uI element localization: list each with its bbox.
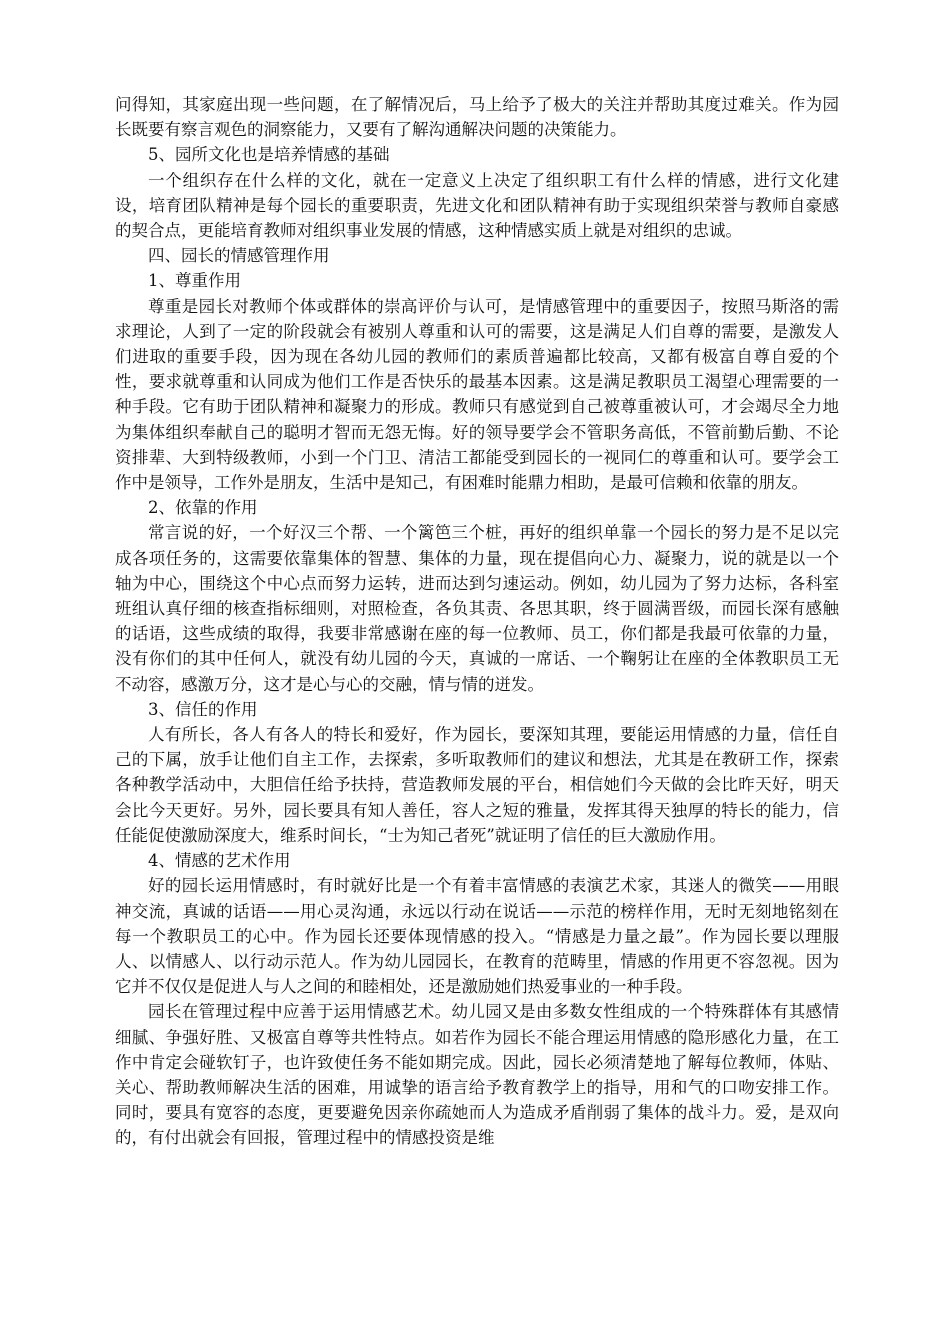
paragraph-continuation: 问得知，其家庭出现一些问题，在了解情况后，马上给予了极大的关注并帮助其度过难关。作为园长既要有察言观色的洞察能力，又要有了解沟通解决问题的决策能力。 <box>115 95 839 140</box>
body-paragraph: 园长在管理过程中应善于运用情感艺术。幼儿园又是由多数女性组成的一个特殊群体有其感情细腻、争强好胜、又极富自尊等共性特点。如若作为园长不能合理运用情感的隐形感化力量，在工作中肯定会碰软钉子，也许致使任务不能如期完成。因此，园长必须清楚地了解每位教师，体贴、关心、帮助教师解决生活的困难，用诚挚的语言给予教育教学上的指导，用和气的口吻安排工作。同时，要具有宽容的态度，更要避免因亲你疏她而人为造成矛盾削弱了集体的战斗力。爱，是双向的，有付出就会有回报，管理过程中的情感投资是维 <box>115 1002 839 1148</box>
body-paragraph: 人有所长，各人有各人的特长和爱好，作为园长，要深知其理，要能运用情感的力量，信任自己的下属，放手让他们自主工作，去探索，多听取教师们的建议和想法，尤其是在教研工作，探索各种教学活动中，大胆信任给予扶持，营造教师发展的平台，相信她们今天做的会比昨天好，明天会比今天更好。另外，园长要具有知人善任，容人之短的雅量，发挥其得天独厚的特长的能力，信任能促使激励深度大，维系时间长，“士为知己者死”就证明了信任的巨大激励作用。 <box>115 725 839 845</box>
body-paragraph: 好的园长运用情感时，有时就好比是一个有着丰富情感的表演艺术家，其迷人的微笑——用眼神交流，真诚的话语——用心灵沟通，永远以行动在说话——示范的榜样作用，无时无刻地铭刻在每一个教职员工的心中。作为园长还要体现情感的投入。“情感是力量之最”。作为园长要以理服人、以情感人、以行动示范人。作为幼儿园园长，在教育的范畴里，情感的作用更不容忽视。因为它并不仅仅是促进人与人之间的和睦相处，还是激励她们热爱事业的一种手段。 <box>115 876 839 997</box>
body-paragraph: 一个组织存在什么样的文化，就在一定意义上决定了组织职工有什么样的情感，进行文化建设，培育团队精神是每个园长的重要职责，先进文化和团队精神有助于实现组织荣誉与教师自豪感的契合点，更能培育教师对组织事业发展的情感，这种情感实质上就是对组织的忠诚。 <box>115 170 839 241</box>
body-paragraph: 尊重是园长对教师个体或群体的崇高评价与认可，是情感管理中的重要因子，按照马斯洛的需求理论，人到了一定的阶段就会有被别人尊重和认可的需要，这是满足人们自尊的需要，是激发人们进取的重要手段，因为现在各幼儿园的教师们的素质普遍都比较高，又都有极富自尊自爱的个性，要求就尊重和认同成为他们工作是否快乐的最基本因素。这是满足教职员工渴望心理需要的一种手段。它有助于团队精神和凝聚力的形成。教师只有感觉到自己被尊重被认可，才会竭尽全力地为集体组织奉献自己的聪明才智而无怨无悔。好的领导要学会不管职务高低，不管前勤后勤、不论资排辈、大到特级教师，小到一个门卫、清洁工都能受到园长的一视同仁的尊重和认可。要学会工作中是领导，工作外是朋友，生活中是知己，有困难时能鼎力相助，是最可信赖和依靠的朋友。 <box>115 296 839 493</box>
body-paragraph: 常言说的好，一个好汉三个帮、一个篱笆三个桩，再好的组织单靠一个园长的努力是不足以完成各项任务的，这需要依靠集体的智慧、集体的力量，现在提倡向心力、凝聚力，说的就是以一个轴为中心，围绕这个中心点而努力运转，进而达到匀速运动。例如，幼儿园为了努力达标，各科室班组认真仔细的核查指标细则，对照检查，各负其责、各思其职，终于圆满晋级，而园长深有感触的话语，这些成绩的取得，我要非常感谢在座的每一位教师、员工，你们都是我最可依靠的力量，没有你们的其中任何人，就没有幼儿园的今天，真诚的一席话、一个鞠躬让在座的全体教职员工无不动容，感激万分，这才是心与心的交融，情与情的迸发。 <box>115 523 839 694</box>
document-page <box>115 92 839 1151</box>
section-heading-2: 2、依靠的作用 <box>148 498 258 518</box>
section-heading-3: 3、信任的作用 <box>148 699 258 719</box>
section-heading-1: 1、尊重作用 <box>148 271 241 291</box>
section-heading-5: 5、园所文化也是培养情感的基础 <box>148 145 390 165</box>
chapter-heading-4: 四、园长的情感管理作用 <box>148 246 330 266</box>
section-heading-4: 4、情感的艺术作用 <box>148 851 291 871</box>
